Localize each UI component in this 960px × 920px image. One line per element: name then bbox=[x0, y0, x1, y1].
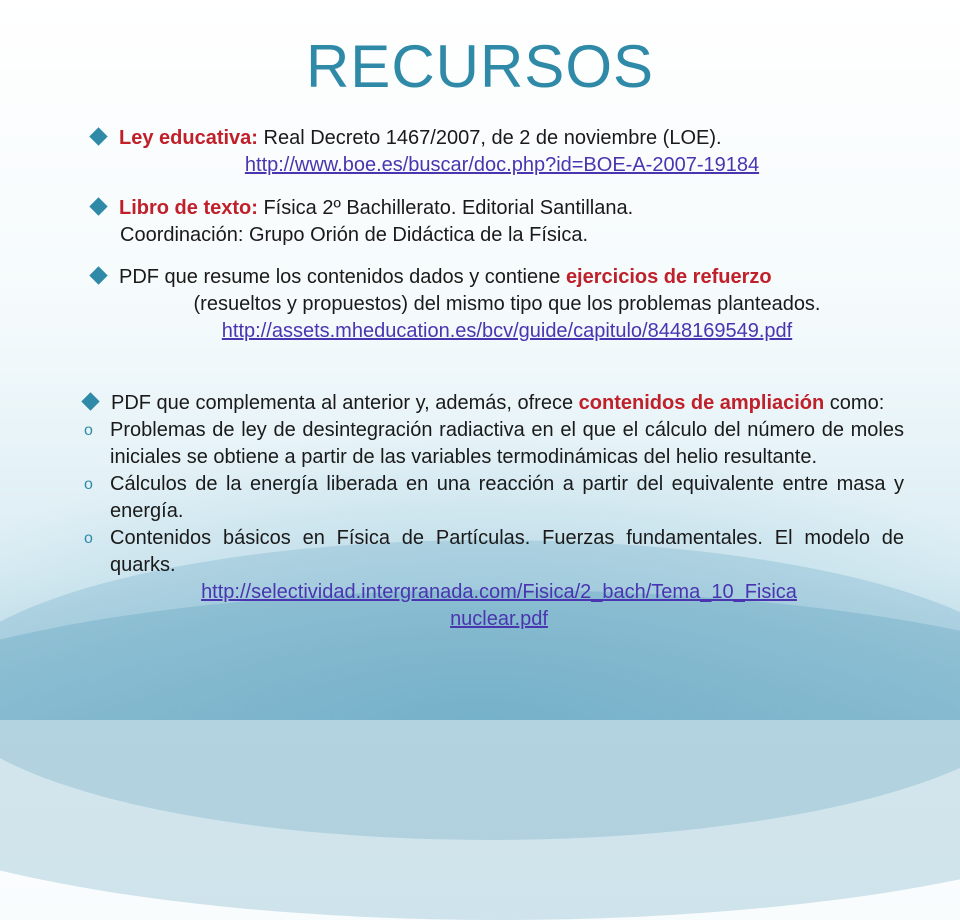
resource-item-libro bbox=[92, 195, 892, 249]
diamond-bullet-icon bbox=[89, 127, 107, 145]
list-item bbox=[84, 417, 904, 471]
diamond-bullet-icon bbox=[81, 392, 99, 410]
item-text-post: como: bbox=[824, 392, 885, 414]
mheducation-link[interactable]: http://assets.mheducation.es/bcv/guide/capitulo/8448169549.pdf bbox=[221, 320, 793, 342]
item-text-line2: Coordinación: Grupo Orión de Didáctica de la Física. bbox=[120, 224, 589, 246]
link-line2: nuclear.pdf bbox=[450, 608, 548, 630]
subitem-text: Cálculos de la energía liberada en una reacción a partir del equivalente entre masa y energía. bbox=[110, 473, 904, 522]
diamond-bullet-icon bbox=[89, 197, 107, 215]
boe-link[interactable]: http://www.boe.es/buscar/doc.php?id=BOE-A-2007-19184 bbox=[244, 154, 760, 176]
background-wave-lower bbox=[0, 590, 960, 920]
diamond-bullet-icon bbox=[89, 266, 107, 284]
slide-title: RECURSOS bbox=[305, 33, 655, 100]
item-highlight: ejercicios de refuerzo bbox=[565, 266, 772, 288]
resource-item-pdf-ampliacion bbox=[84, 390, 904, 633]
item-text: PDF que complementa al anterior y, además, ofrece bbox=[111, 392, 579, 414]
item-label: Ley educativa: bbox=[119, 127, 258, 149]
resource-item-pdf-refuerzo bbox=[92, 264, 922, 345]
subitem-text: Problemas de ley de desintegración radiactiva en el que el cálculo del número de moles iniciales se obtiene a partir de las variables termodinámicas del helio resultante. bbox=[110, 419, 904, 468]
circle-bullet-icon: o bbox=[84, 530, 93, 547]
subitem-list bbox=[84, 417, 904, 579]
circle-bullet-icon: o bbox=[84, 476, 93, 493]
selectividad-link[interactable] bbox=[201, 581, 797, 630]
link-line1: http://selectividad.intergranada.com/Fisica/2_bach/Tema_10_Fisica bbox=[201, 581, 797, 603]
item-text-line2: (resueltos y propuestos) del mismo tipo que los problemas planteados. bbox=[193, 293, 821, 315]
circle-bullet-icon: o bbox=[84, 422, 93, 439]
item-label: Libro de texto: bbox=[119, 197, 258, 219]
item-text: PDF que resume los contenidos dados y contiene bbox=[119, 266, 566, 288]
subitem-text: Contenidos básicos en Física de Partículas. Fuerzas fundamentales. El modelo de quarks. bbox=[110, 527, 904, 576]
list-item bbox=[84, 525, 904, 579]
item-text: Física 2º Bachillerato. Editorial Santillana. bbox=[257, 197, 634, 219]
item-text: Real Decreto 1467/2007, de 2 de noviembre (LOE). bbox=[257, 127, 722, 149]
item-highlight: contenidos de ampliación bbox=[578, 392, 825, 414]
resource-item-ley bbox=[92, 125, 892, 179]
list-item bbox=[84, 471, 904, 525]
